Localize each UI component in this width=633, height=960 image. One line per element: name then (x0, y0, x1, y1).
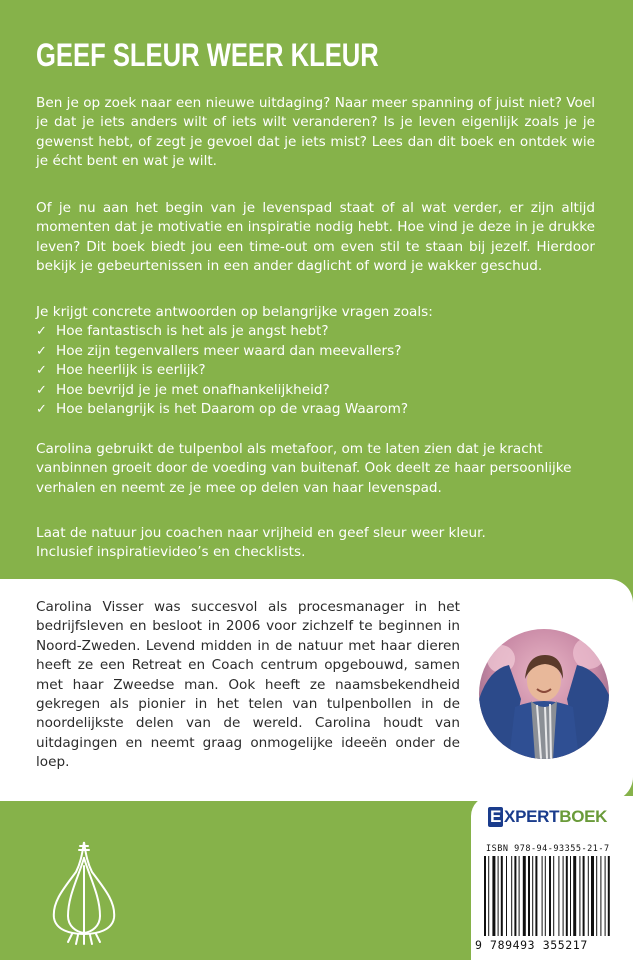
metaphor-paragraph: Carolina gebruikt de tulpenbol als metafoor, om te laten zien dat je kracht vanbinnen groeit door de voeding van buitenaf. Ook deelt ze haar persoonlijke verhalen en neemt ze je mee op delen van haar levenspad. (36, 441, 572, 496)
barcode-bar (488, 856, 489, 936)
barcode-bar (519, 856, 520, 936)
barcode-bar (579, 856, 580, 936)
barcode-bar (532, 856, 533, 936)
closing-line: Laat de natuur jou coachen naar vrijheid en geef sleur weer kleur. (36, 525, 486, 541)
question-item: ✓ Hoe zijn tegenvallers meer waard dan meevallers? (36, 342, 595, 361)
barcode (484, 856, 618, 936)
barcode-bar (535, 856, 537, 936)
barcode-bar (542, 856, 543, 936)
question-item: ✓ Hoe heerlijk is eerlijk? (36, 361, 595, 380)
question-item: ✓ Hoe bevrijd je je met onafhankelijkheid? (36, 381, 595, 400)
check-icon: ✓ (36, 343, 47, 359)
barcode-bar (566, 856, 568, 936)
questions-intro: Je krijgt concrete antwoorden op belangrijke vragen zoals: (36, 304, 433, 320)
barcode-bar (605, 856, 606, 936)
barcode-bar (583, 856, 585, 936)
barcode-bar (498, 856, 499, 936)
closing-line: Inclusief inspiratievideo’s en checklists. (36, 544, 306, 561)
check-icon: ✓ (36, 324, 47, 340)
barcode-bar (608, 856, 610, 936)
barcode-bar (573, 856, 576, 936)
barcode-bar (514, 856, 516, 936)
barcode-bar (484, 856, 486, 936)
barcode-bar (545, 856, 546, 936)
question-item: ✓ Hoe belangrijk is het Daarom op de vraag Waarom? (36, 400, 595, 419)
barcode-bar (506, 856, 507, 936)
question-list (36, 322, 595, 419)
barcode-bar (588, 856, 589, 936)
intro-paragraph: Ben je op zoek naar een nieuwe uitdaging? Naar meer spanning of juist niet? Voel je dat je iets anders wilt of iets wilt veranderen? Is je leven eigenlijk zoals je je gewenst hebt, of zegt je gevoel dat je iets mist? Lees dan dit boek en ontdek wie je écht bent en wat je wilt. (36, 95, 595, 170)
tulip-bulb-icon (42, 838, 126, 946)
barcode-bar (549, 856, 551, 936)
barcode-bar (570, 856, 571, 936)
check-icon: ✓ (36, 382, 47, 398)
questions-block (36, 303, 595, 419)
barcode-bar (492, 856, 495, 936)
barcode-bar (511, 856, 512, 936)
author-photo (479, 629, 609, 759)
publisher-logo: E XPERTBOEK (490, 807, 608, 826)
barcode-bar (528, 856, 530, 936)
barcode-bar (523, 856, 526, 936)
question-item: ✓ Hoe fantastisch is het als je angst hebt? (36, 322, 595, 341)
book-title: GEEF SLEUR WEER KLEUR (36, 37, 379, 73)
author-bio: Carolina Visser was succesvol als procesmanager in het bedrijfsleven en besloot in 2006 voor zichzelf te beginnen in Noord-Zweden. Levend midden in de natuur met haar dieren heeft ze een Retreat en Coach centrum opgebouwd, samen met haar Zweedse man. Ook heeft ze naamsbekendheid gekregen als pionier in het telen van tulpenbollen in de noordelijkste delen van de wereld. Carolina houdt van uitdagingen en neemt graag onmogelijke ideeën onder de loep. (36, 599, 460, 771)
isbn-text: ISBN 978-94-93355-21-7 (486, 844, 610, 854)
barcode-bar (591, 856, 594, 936)
barcode-bar (501, 856, 503, 936)
closing-lines (36, 524, 595, 563)
barcode-number: 9 789493 355217 (475, 938, 588, 952)
motivation-paragraph: Of je nu aan het begin van je levenspad staat of al wat verder, er zijn altijd momenten dat je motivatie en inspiratie nodig hebt. Hoe vind je deze in je drukke leven? Dit boek biedt jou een time-out om even stil te staan bij jezelf. Hierdoor bekijk je gebeurtenissen in een ander daglicht of word je wakker geschud. (36, 200, 595, 275)
check-icon: ✓ (36, 363, 47, 379)
barcode-bar (600, 856, 601, 936)
barcode-bar (553, 856, 554, 936)
barcode-bar (563, 856, 564, 936)
check-icon: ✓ (36, 402, 47, 418)
barcode-bar (558, 856, 559, 936)
barcode-bar (596, 856, 597, 936)
